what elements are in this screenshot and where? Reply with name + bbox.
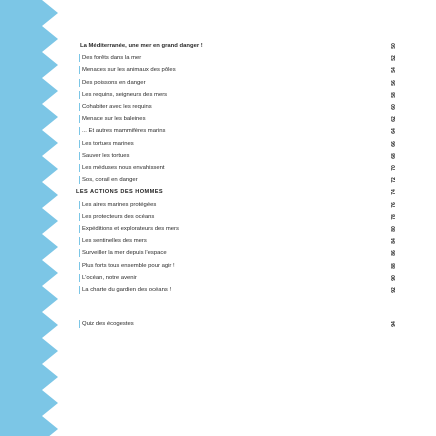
toc-entry-title: Menaces sur les animaux des pôles [82, 67, 176, 74]
toc-entry[interactable] [58, 150, 436, 162]
toc-entry[interactable] [58, 318, 436, 330]
toc-entry-title: Les aires marines protégées [82, 201, 157, 208]
toc-entry-marker [79, 262, 80, 270]
table-of-contents [58, 0, 436, 436]
toc-entry-marker [79, 249, 80, 257]
toc-entry-title: Surveiller la mer depuis l'espace [82, 250, 167, 257]
toc-entry-marker [79, 213, 80, 221]
toc-entry[interactable] [58, 223, 436, 235]
toc-entry[interactable] [58, 272, 436, 284]
toc-entry[interactable] [58, 89, 436, 101]
toc-entry-title: Plus forts tous ensemble pour agir ! [82, 262, 175, 269]
toc-page-number: 56 [391, 79, 397, 86]
toc-entry-title: La Méditerranée, une mer en grand danger ! [80, 43, 203, 49]
toc-entry-marker [79, 237, 80, 245]
toc-page-number: 80 [391, 226, 397, 232]
toc-page-number: 54 [391, 67, 397, 74]
toc-entry-marker [79, 176, 80, 184]
toc-page-number: 88 [391, 262, 397, 269]
toc-entry[interactable] [58, 235, 436, 247]
toc-page-number: 92 [391, 287, 397, 293]
toc-page-number: 90 [391, 275, 397, 281]
toc-entry-marker [79, 140, 80, 148]
toc-entry-title: Expéditions et explorateurs des mers [82, 226, 179, 232]
toc-entry[interactable] [58, 260, 436, 272]
toc-page-number: 78 [391, 214, 397, 220]
toc-page-number: 84 [391, 238, 397, 244]
toc-entry[interactable] [58, 77, 436, 89]
toc-entry[interactable] [58, 52, 436, 64]
toc-entry[interactable] [58, 138, 436, 150]
toc-entry[interactable] [58, 40, 436, 52]
toc-entry-title: Menace sur les baleines [82, 116, 146, 123]
toc-entry[interactable] [58, 125, 436, 137]
toc-page-number: 62 [391, 116, 397, 122]
toc-page-number: 70 [391, 165, 397, 171]
toc-entry-title: La charte du gardien des océans ! [82, 287, 172, 293]
toc-page-number: 60 [391, 104, 397, 110]
toc-page-number: 64 [391, 128, 397, 135]
toc-entry[interactable] [58, 174, 436, 186]
toc-entry-title: Des forêts dans la mer [82, 55, 142, 62]
toc-entry-title: Les sentinelles des mers [82, 238, 147, 245]
toc-entry-marker [79, 201, 80, 209]
toc-entry-title: Des poissons en danger [82, 79, 146, 86]
toc-entry-title: Sos, corail en danger [82, 177, 138, 184]
toc-entry[interactable] [58, 284, 436, 296]
toc-entry-title: Les méduses nous envahissent [82, 165, 165, 171]
toc-entry-marker [79, 164, 80, 172]
toc-page-number: 68 [391, 153, 397, 159]
toc-entry[interactable] [58, 101, 436, 113]
toc-entry-marker [79, 152, 80, 160]
toc-entry-title: L'océan, notre avenir [82, 274, 137, 281]
toc-entry-marker [79, 320, 80, 328]
toc-page-number: 94 [391, 321, 397, 327]
toc-entry-title: Les requins, seigneurs des mers [82, 91, 168, 98]
toc-entry-marker [79, 54, 80, 62]
toc-entry-marker [79, 103, 80, 111]
toc-entry-title: Les protecteurs des océans [82, 213, 155, 220]
toc-page-number: 66 [391, 140, 397, 147]
toc-page-number: 86 [391, 250, 397, 257]
toc-entry-title: ... Et autres mammifères marins [82, 128, 166, 135]
toc-entry-marker [79, 66, 80, 74]
zigzag-shape [0, 0, 58, 436]
toc-page-number: 52 [391, 55, 397, 61]
toc-page-number: 74 [391, 189, 397, 196]
toc-page-number: 50 [391, 43, 397, 49]
toc-entry-title: Les tortues marines [82, 140, 134, 147]
toc-entry-title: Cohabiter avec les requins [82, 104, 152, 110]
toc-entry-marker [79, 286, 80, 294]
toc-entry[interactable] [58, 199, 436, 211]
toc-entry-marker [79, 274, 80, 282]
toc-entry-title: Quiz des écogestes [82, 321, 134, 328]
toc-entry[interactable] [58, 211, 436, 223]
toc-entry-marker [79, 79, 80, 87]
toc-entry-marker [79, 115, 80, 123]
zigzag-border [0, 0, 60, 436]
toc-page-number: 72 [391, 177, 397, 183]
toc-page-number: 58 [391, 92, 397, 98]
toc-entry[interactable] [58, 64, 436, 76]
toc-entry-marker [79, 91, 80, 99]
toc-entry-marker [79, 225, 80, 233]
toc-page-number: 76 [391, 201, 397, 208]
toc-section-heading: LES ACTIONS DES HOMMES [76, 189, 164, 196]
toc-entry[interactable] [58, 162, 436, 174]
toc-entry[interactable] [58, 113, 436, 125]
toc-entry[interactable] [58, 186, 436, 198]
toc-entry[interactable] [58, 247, 436, 259]
toc-entry-marker [79, 127, 80, 135]
toc-entry-title: Sauver les tortues [82, 152, 130, 159]
